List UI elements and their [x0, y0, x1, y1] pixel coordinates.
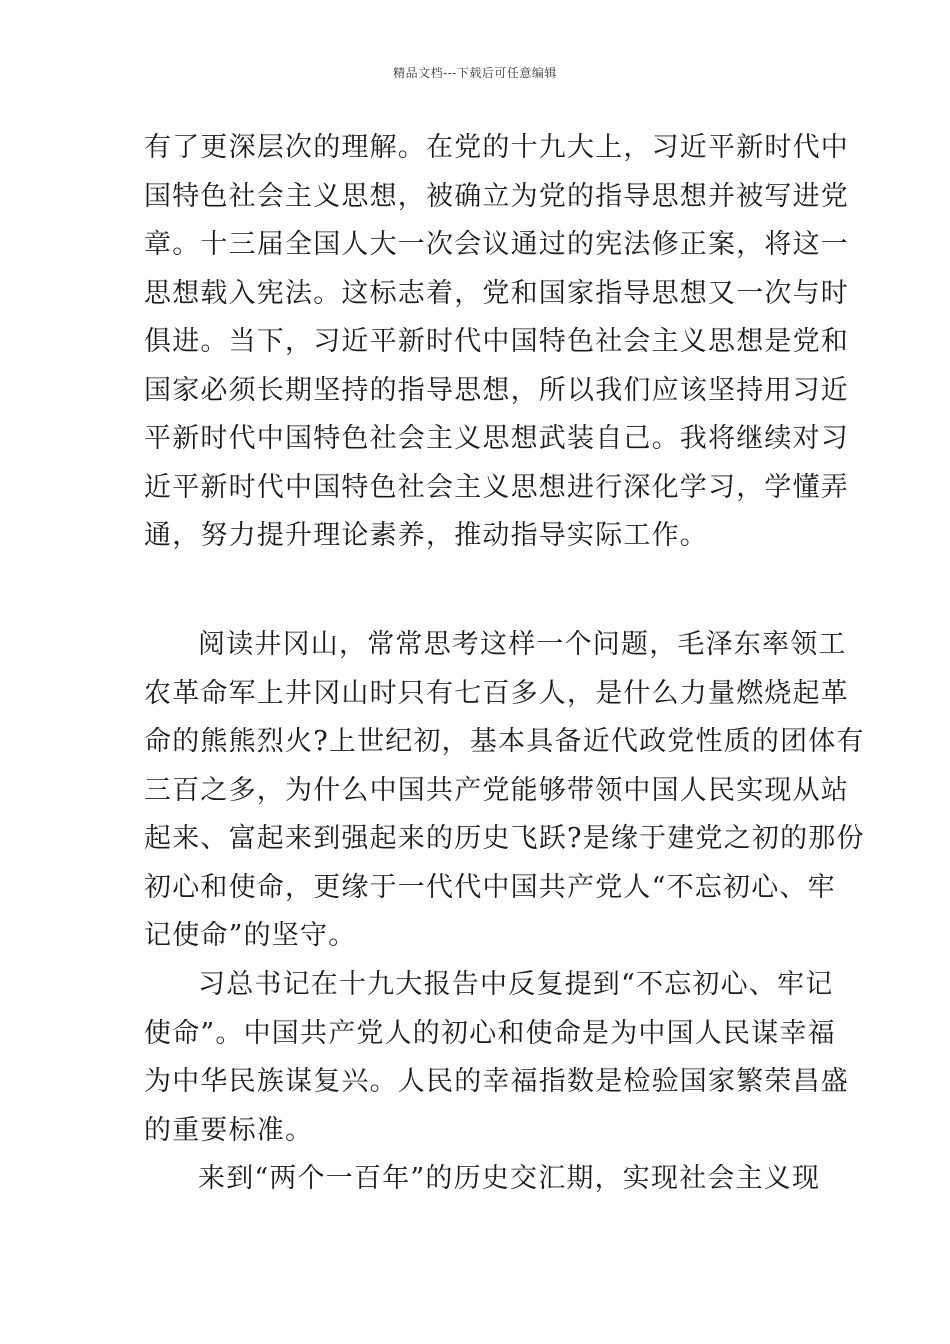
paragraph-line: 三百之多，为什么中国共产党能够带领中国人民实现从站	[144, 774, 849, 806]
paragraph-line: 思想载入宪法。这标志着，党和国家指导思想又一次与时	[144, 277, 849, 309]
paragraph-line: 来到“两个一百年”的历史交汇期，实现社会主义现	[198, 1163, 821, 1194]
paragraph-line: 俱进。当下，习近平新时代中国特色社会主义思想是党和	[144, 326, 849, 357]
paragraph-line: 的重要标准。	[144, 1114, 314, 1146]
paragraph-line: 命的熊熊烈火?上世纪初，基本具备近代政党性质的团体有	[144, 726, 865, 757]
paragraph-line: 国家必须长期坚持的指导思想，所以我们应该坚持用习近	[144, 374, 849, 406]
paragraph-line: 起来、富起来到强起来的历史飞跃?是缘于建党之初的那份	[144, 823, 865, 854]
paragraph-line: 记使命”的坚守。	[144, 920, 357, 951]
paragraph-line: 使命”。中国共产党人的初心和使命是为中国人民谋幸福	[144, 1017, 836, 1049]
paragraph-line: 习总书记在十九大报告中反复提到“不忘初心、牢记	[198, 969, 834, 1000]
paragraph-line: 有了更深层次的理解。在党的十九大上，习近平新时代中	[144, 132, 849, 163]
paragraph-4	[144, 1155, 821, 1204]
paragraph-line: 农革命军上井冈山时只有七百多人，是什么力量燃烧起革	[144, 677, 849, 709]
paragraph-line: 初心和使命，更缘于一代代中国共产党人“不忘初心、牢	[144, 871, 836, 903]
paragraph-line: 阅读井冈山，常常思考这样一个问题，毛泽东率领工	[198, 629, 847, 660]
page-header: 精品文档---下载后可任意编辑	[393, 66, 557, 80]
paragraph-line: 近平新时代中国特色社会主义思想进行深化学习，学懂弄	[144, 471, 849, 503]
paragraph-1	[144, 124, 849, 561]
paragraph-line: 通，努力提升理论素养，推动指导实际工作。	[144, 520, 708, 551]
paragraph-3	[144, 961, 849, 1155]
paragraph-line: 为中华民族谋复兴。人民的幸福指数是检验国家繁荣昌盛	[144, 1066, 849, 1097]
paragraph-line: 国特色社会主义思想，被确立为党的指导思想并被写进党	[144, 180, 849, 212]
paragraph-line: 章。十三届全国人大一次会议通过的宪法修正案，将这一	[144, 229, 849, 260]
paragraph-line: 平新时代中国特色社会主义思想武装自己。我将继续对习	[144, 423, 849, 454]
paragraph-2	[144, 621, 865, 961]
